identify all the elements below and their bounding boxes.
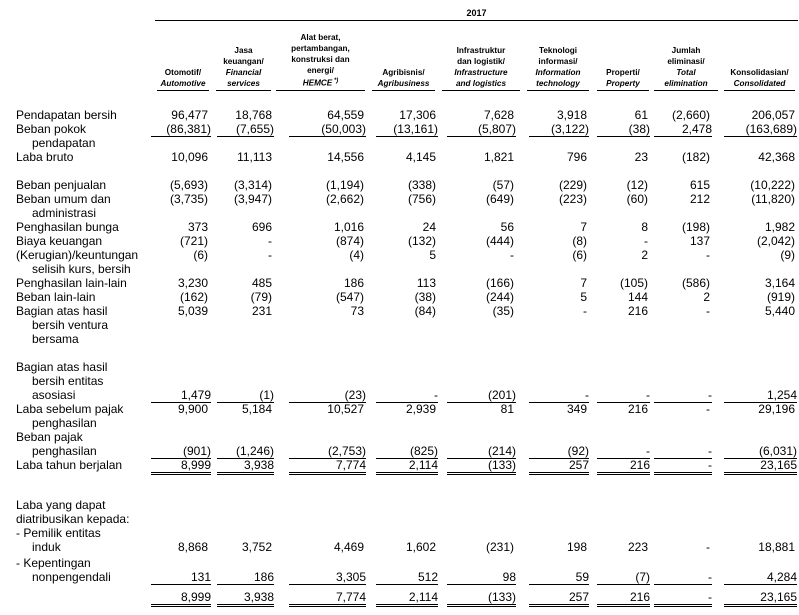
column-header-jasa [216,25,271,91]
cell-alat: (874) [335,234,364,248]
cell-jasa: 3,938 [217,458,274,475]
cell-jasa: (7,655) [217,122,274,137]
cell-elim: - [654,458,712,475]
cell-infra: (35) [492,304,514,318]
cell-tek: - [529,388,589,403]
cell-otomotif: (86,381) [151,122,211,137]
cell-elim: - [654,570,712,585]
cell-agri: (84) [414,304,436,318]
cell-elim: - [706,248,710,262]
cell-agri: 113 [416,276,436,290]
cell-agri: 512 [376,570,438,585]
row-label-line: Bagian atas hasil [16,304,108,318]
table-row [0,234,799,248]
column-header-en [597,78,649,91]
cell-kons: 23,165 [724,590,797,607]
column-header-line: Jasa [234,46,253,55]
cell-kons: (163,689) [724,122,797,137]
row-label-line: penghasilan [32,416,97,430]
cell-elim: - [706,304,710,318]
cell-kons: 23,165 [724,458,797,475]
row-label-line: bersih entitas [32,374,104,388]
column-header-line: dan logistik/ [457,57,505,66]
row-label-line: Beban umum dan [16,192,111,206]
table-row [0,402,799,430]
cell-elim: - [654,388,712,403]
cell-agri: (825) [376,444,438,459]
cell-tek: (8) [572,234,587,248]
row-label-line: pendapatan [32,136,96,150]
cell-elim: - [654,590,712,607]
cell-kons: 3,164 [764,276,795,290]
cell-elim: - [654,444,712,459]
row-label [16,360,107,402]
cell-agri: 4,145 [405,150,436,164]
row-label [16,234,102,248]
row-label [16,458,122,472]
column-header-line: Alat berat, [300,33,341,43]
column-header-en-line: technology [536,79,580,88]
cell-jasa: 696 [251,220,272,234]
cell-otomotif: (721) [179,234,208,248]
row-label-line: Laba yang dapat [16,498,106,512]
row-label-line: Penghasilan bunga [16,220,119,234]
cell-kons: 1,982 [764,220,795,234]
cell-infra: (166) [485,276,514,290]
cell-otomotif: (3,735) [169,192,208,206]
cell-jasa: - [268,248,272,262]
cell-tek: 3,918 [556,108,587,122]
table-row [0,498,799,526]
cell-tek: 796 [566,150,587,164]
cell-prop: 223 [627,540,648,554]
cell-prop: 216 [597,458,650,475]
year-header: 2017 [466,8,487,18]
cell-otomotif: 10,096 [171,150,208,164]
table-row [0,526,799,554]
cell-otomotif: 131 [151,570,211,585]
column-header-prop [597,25,649,91]
column-header-line: Konsolidasian/ [730,68,789,77]
cell-agri: (38) [414,290,436,304]
cell-prop: 216 [597,590,650,607]
row-label-line: administrasi [32,206,97,220]
year-underline [155,20,798,21]
column-header-en-line: elimination [664,79,708,88]
column-header-en-line: Total [676,68,696,77]
column-header-footnote: *) [332,78,339,85]
cell-jasa: 485 [251,276,272,290]
cell-elim: (2,660) [671,108,710,122]
row-label-line: nonpengendali [32,570,111,584]
cell-kons: (919) [766,290,795,304]
cell-kons: 206,057 [751,108,795,122]
cell-alat: 4,469 [333,540,364,554]
cell-agri: 1,602 [405,540,436,554]
cell-prop: 216 [627,304,648,318]
cell-elim: - [706,540,710,554]
cell-kons: (10,222) [750,178,795,192]
column-header-en-line: Property [606,79,640,88]
column-header-en-line: Consolidated [733,79,786,88]
cell-alat: 186 [343,276,364,290]
column-header-en [372,78,435,91]
cell-otomotif: 8,999 [151,458,211,475]
cell-kons: 18,881 [758,540,795,554]
table-row [0,458,799,472]
row-label [16,122,95,150]
cell-infra: (133) [447,590,516,607]
cell-agri: (13,161) [376,122,438,137]
cell-elim: (182) [681,150,710,164]
cell-alat: (4) [349,248,364,262]
cell-agri: (756) [407,192,436,206]
row-label [16,108,117,122]
row-label [16,430,97,458]
table-row [0,220,799,234]
row-label-line: bersama [32,332,79,346]
cell-prop: (7) [597,570,650,585]
cell-tek: 5 [580,290,587,304]
cell-jasa: 3,938 [217,590,274,607]
cell-infra: (201) [447,388,516,403]
cell-tek: (3,122) [529,122,589,137]
cell-jasa: 5,184 [241,402,272,416]
cell-alat: 7,774 [289,458,366,475]
cell-jasa: 18,768 [235,108,272,122]
cell-tek: (229) [558,178,587,192]
row-label-line: Bagian atas hasil [16,360,108,374]
column-header-en-line: Infrastructure [454,68,508,77]
cell-otomotif: 8,999 [151,590,211,607]
cell-infra: (214) [447,444,516,459]
cell-tek: 59 [529,570,589,585]
row-label [16,220,119,234]
cell-infra: (5,807) [447,122,516,137]
cell-infra: (57) [492,178,514,192]
cell-prop: (38) [597,122,650,137]
cell-otomotif: 9,900 [177,402,208,416]
cell-alat: 10,527 [327,402,364,416]
row-label-line: Pendapatan bersih [16,108,117,122]
column-header-line: Properti/ [606,68,640,77]
cell-alat: 73 [350,304,364,318]
cell-otomotif: (901) [151,444,211,459]
row-label-line: Beban pajak [16,430,83,444]
row-label-line: - Kepentingan [16,556,91,570]
cell-prop: 216 [627,402,648,416]
cell-prop: (12) [626,178,648,192]
row-label-line: (Kerugian)/keuntungan [16,248,139,262]
cell-prop: - [597,444,650,459]
cell-kons: 1,254 [724,388,797,403]
row-label-line: Laba sebelum pajak [16,402,124,416]
cell-infra: 7,628 [483,108,514,122]
cell-elim: (198) [681,220,710,234]
table-row [0,150,799,164]
cell-kons: (11,820) [751,192,795,206]
cell-kons: (9) [780,248,795,262]
row-label [16,498,129,526]
cell-elim: 2 [703,290,710,304]
cell-agri: 2,114 [376,458,438,475]
row-label-line: Penghasilan lain-lain [16,276,127,290]
cell-infra: 56 [500,220,514,234]
row-label-line: selisih kurs, bersih [32,262,131,276]
cell-jasa: 3,752 [241,540,272,554]
column-header-kons [724,25,795,91]
cell-otomotif: 96,477 [171,108,208,122]
cell-prop: (105) [619,276,648,290]
row-label-line: Laba bruto [16,150,74,164]
column-header-otomotif [157,25,209,91]
row-label-line: Beban pokok [16,122,87,136]
row-label [16,304,108,346]
column-header-en-line: Financial [225,68,262,77]
column-header-en-line: Automotive [160,79,206,88]
row-label [16,150,73,164]
column-header-line: pertambangan, [291,44,350,54]
cell-prop: 8 [641,220,648,234]
cell-alat: 14,556 [327,150,364,164]
column-header-en [216,67,271,91]
cell-elim: 2,478 [654,122,712,137]
cell-infra: (444) [485,234,514,248]
table-row [0,304,799,346]
column-header-line: energi/ [307,66,334,76]
cell-otomotif: 8,868 [177,540,208,554]
column-header-alat [276,25,365,91]
row-label [16,556,111,584]
column-header-en [527,67,589,91]
row-label [16,248,138,276]
cell-kons: 42,368 [758,150,795,164]
row-label [16,526,101,554]
cell-otomotif: (5,693) [169,178,208,192]
cell-infra: (231) [485,540,514,554]
cell-elim: 212 [689,192,710,206]
cell-alat: (1,194) [325,178,364,192]
cell-elim: (586) [681,276,710,290]
cell-alat: (23) [289,388,366,403]
row-label-line: Biaya keuangan [16,234,103,248]
cell-alat: 64,559 [327,108,364,122]
cell-tek: 7 [580,276,587,290]
cell-agri: 2,114 [376,590,438,607]
cell-kons: (6,031) [724,444,797,459]
cell-alat: (2,753) [289,444,366,459]
cell-alat: 1,016 [333,220,364,234]
row-label-line: asosiasi [32,388,76,402]
column-header-elim [654,25,718,91]
cell-infra: (649) [485,192,514,206]
row-label-line: induk [32,540,61,554]
cell-elim: 615 [689,178,710,192]
cell-jasa: (3,947) [233,192,272,206]
cell-otomotif: (6) [193,248,208,262]
cell-tek: 7 [580,220,587,234]
table-row [0,192,799,220]
table-row [0,290,799,304]
cell-agri: 17,306 [399,108,436,122]
row-label-line: bersih ventura [32,318,109,332]
column-header-line: Agribisnis/ [382,68,425,77]
column-header-en [276,76,365,91]
column-header-line: konstruksi dan [291,55,350,65]
cell-jasa: 231 [251,304,272,318]
cell-tek: 198 [566,540,587,554]
row-label-line: diatribusikan kepada: [16,512,130,526]
row-label [16,290,95,304]
column-header-en [442,67,520,91]
table-row [0,108,799,122]
table-row [0,248,799,276]
row-label-line: penghasilan [32,444,97,458]
cell-prop: 144 [627,290,648,304]
cell-infra: (133) [447,458,516,475]
table-row [0,178,799,192]
row-label [16,276,127,290]
cell-jasa: 11,113 [237,150,272,164]
table-row [0,360,799,402]
cell-jasa: (3,314) [233,178,272,192]
column-header-line: Infrastruktur [456,46,506,55]
cell-tek: (223) [558,192,587,206]
table-row [0,556,799,584]
cell-agri: (132) [407,234,436,248]
cell-prop: 61 [634,108,648,122]
cell-otomotif: (162) [179,290,208,304]
column-header-line: Teknologi [538,46,578,55]
column-header-tek [527,25,589,91]
cell-infra: 98 [447,570,516,585]
row-label-line: Beban lain-lain [16,290,96,304]
column-header-en [724,78,795,91]
cell-tek: 257 [529,458,589,475]
cell-tek: (6) [572,248,587,262]
cell-elim: - [706,402,710,416]
cell-tek: - [583,304,587,318]
cell-tek: (92) [529,444,589,459]
cell-jasa: (79) [250,290,272,304]
column-header-en-line: Information [535,68,581,77]
cell-otomotif: 1,479 [151,388,211,403]
column-header-en-line: services [227,79,260,88]
column-header-line: keuangan/ [223,57,264,66]
column-header-infra [442,25,520,91]
table-row [0,590,799,604]
cell-agri: 5 [429,248,436,262]
table-row [0,122,799,150]
row-label [16,178,106,192]
column-header-line: informasi/ [538,57,578,66]
cell-jasa: (1) [217,388,274,403]
column-header-agri [372,25,435,91]
cell-elim: 137 [689,234,710,248]
cell-infra: 81 [500,402,514,416]
cell-kons: 4,284 [724,570,797,585]
cell-jasa: (1,246) [217,444,274,459]
cell-kons: 29,196 [758,402,795,416]
row-label [16,192,111,220]
table-row [0,430,799,458]
row-label-line: Laba tahun berjalan [16,458,123,472]
cell-alat: (547) [335,290,364,304]
cell-jasa: 186 [217,570,274,585]
cell-kons: (2,042) [756,234,795,248]
row-label-line: - Pemilik entitas [16,526,101,540]
column-header-line: Jumlah [671,46,701,55]
column-header-en-line: HEMCE *) [302,78,339,88]
column-header-line: eliminasi/ [667,57,705,66]
cell-otomotif: 5,039 [177,304,208,318]
cell-infra: (244) [485,290,514,304]
cell-otomotif: 3,230 [177,276,208,290]
cell-tek: 349 [566,402,587,416]
cell-agri: 24 [422,220,436,234]
cell-kons: 5,440 [764,304,795,318]
cell-agri: 2,939 [405,402,436,416]
cell-infra: - [510,248,514,262]
table-row [0,276,799,290]
cell-alat: 3,305 [289,570,366,585]
cell-tek: 257 [529,590,589,607]
column-header-en-line: Agribusiness [377,79,430,88]
cell-alat: (50,003) [289,122,366,137]
cell-agri: - [376,388,438,403]
row-label [16,402,123,430]
column-header-en-line: and logistics [455,79,507,88]
cell-prop: (60) [626,192,648,206]
cell-jasa: - [268,234,272,248]
cell-infra: 1,821 [483,150,514,164]
cell-prop: - [597,388,650,403]
column-header-en [157,78,209,91]
cell-prop: 23 [634,150,648,164]
cell-prop: - [644,234,648,248]
row-label-line: Beban penjualan [16,178,107,192]
cell-prop: 2 [641,248,648,262]
cell-otomotif: 373 [187,220,208,234]
cell-alat: (2,662) [325,192,364,206]
cell-alat: 7,774 [289,590,366,607]
column-header-line: Otomotif/ [164,68,202,77]
column-header-en [654,67,718,91]
cell-agri: (338) [407,178,436,192]
